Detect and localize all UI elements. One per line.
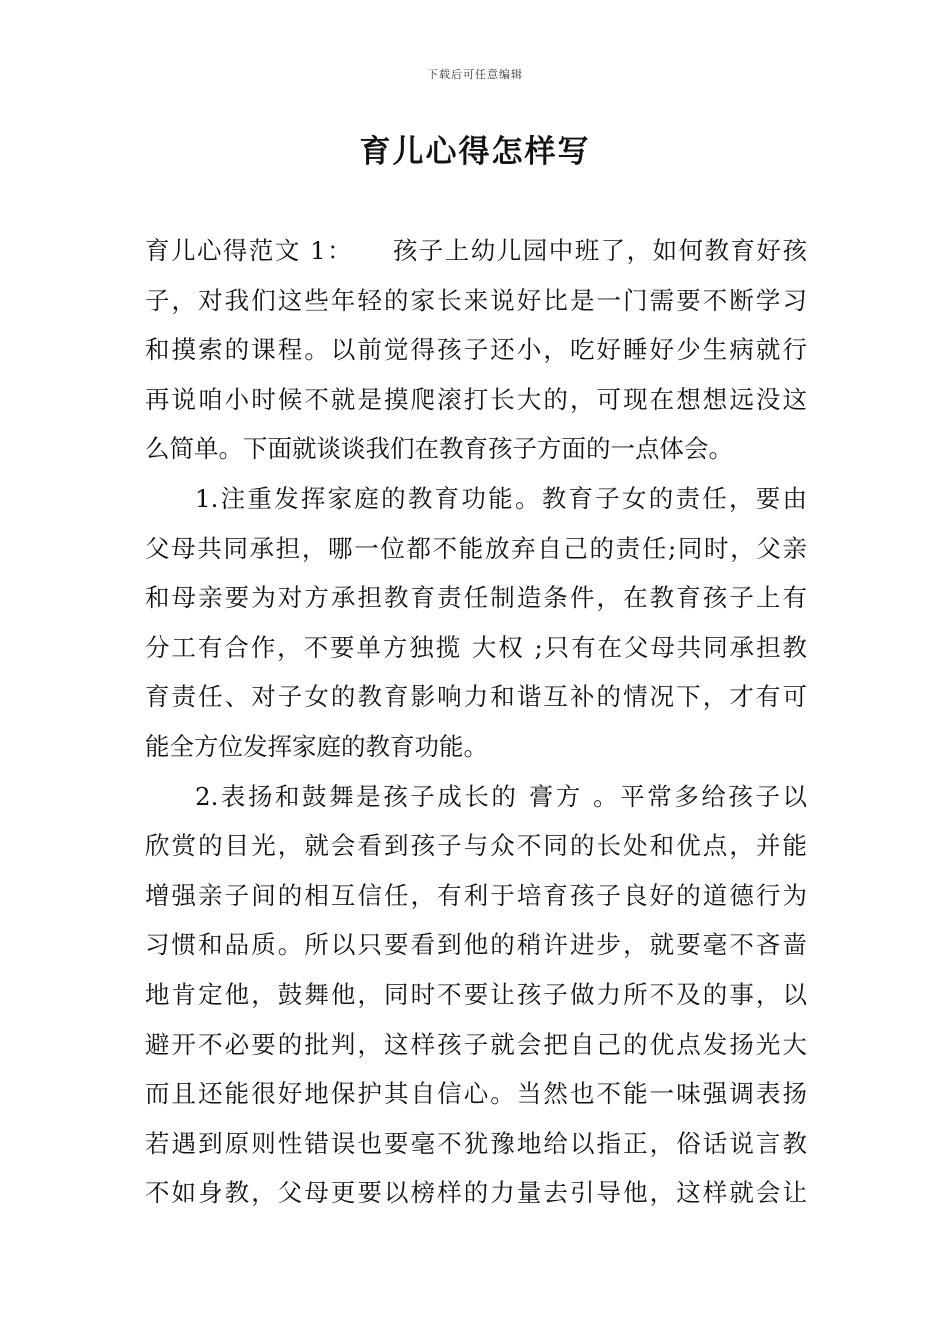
text-line: 能全方位发挥家庭的教育功能。 [145,731,488,761]
text-line: 么简单。下面就谈谈我们在教育孩子方面的一点体会。 [145,434,733,464]
text-line: 育儿心得范文 1： 孩子上幼儿园中班了，如何教育好孩 [145,236,807,265]
text-line: 分工有合作，不要单方独揽 大权 ;只有在父母共同承担教 [145,632,807,662]
text-line: 1.注重发挥家庭的教育功能。教育子女的责任，要由 [195,483,807,513]
text-line: 地肯定他，鼓舞他，同时不要让孩子做力所不及的事，以 [145,979,807,1009]
text-line: 和母亲要为对方承担教育责任制造条件，在教育孩子上有 [145,583,807,613]
body-text [145,226,807,1218]
text-line: 和摸索的课程。以前觉得孩子还小，吃好睡好少生病就行 [145,335,807,365]
text-line: 增强亲子间的相互信任，有利于培育孩子良好的道德行为 [145,880,807,910]
header-note: 下载后可任意编辑 [427,68,523,81]
text-line: 育责任、对子女的教育影响力和谐互补的情况下，才有可 [145,682,807,712]
page-title: 育儿心得怎样写 [359,134,591,170]
text-line: 再说咱小时候不就是摸爬滚打长大的，可现在想想远没这 [145,384,807,414]
text-line: 若遇到原则性错误也要毫不犹豫地给以指正，俗话说言教 [145,1128,807,1158]
text-line: 习惯和品质。所以只要看到他的稍许进步，就要毫不吝啬 [145,930,807,960]
text-line: 不如身教，父母更要以榜样的力量去引导他，这样就会让 [145,1178,807,1208]
text-line: 父母共同承担，哪一位都不能放弃自己的责任;同时，父亲 [145,533,807,563]
text-line: 避开不必要的批判，这样孩子就会把自己的优点发扬光大 [145,1029,807,1059]
text-line: 而且还能很好地保护其自信心。当然也不能一味强调表扬 [145,1079,807,1109]
text-line: 2.表扬和鼓舞是孩子成长的 膏方 。平常多给孩子以 [195,781,807,811]
text-line: 欣赏的目光，就会看到孩子与众不同的长处和优点，并能 [145,831,807,861]
text-line: 子，对我们这些年轻的家长来说好比是一门需要不断学习 [145,285,807,315]
